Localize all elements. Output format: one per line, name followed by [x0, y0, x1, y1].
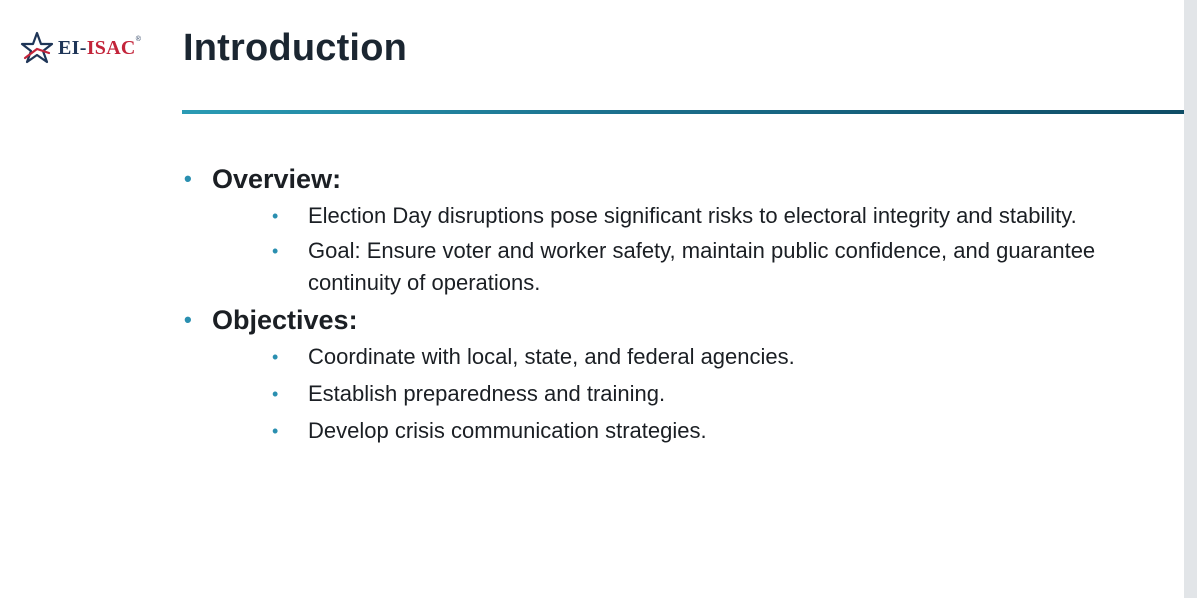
- page-title: Introduction: [183, 27, 408, 69]
- logo-ei: EI-: [58, 36, 87, 59]
- logo-wordmark: [58, 37, 136, 60]
- bullet-icon: •: [272, 206, 279, 226]
- content-list: [182, 162, 1132, 452]
- objectives-sublist: [212, 341, 1132, 447]
- list-item-text: Coordinate with local, state, and federal agencies.: [308, 344, 795, 369]
- list-item: [212, 200, 1132, 232]
- bullet-icon: •: [272, 347, 279, 367]
- list-item-text: Election Day disruptions pose significant risks to electoral integrity and stability.: [308, 203, 1077, 228]
- bullet-icon: •: [272, 384, 279, 404]
- list-item: [212, 235, 1132, 299]
- logo-isac: ISAC: [86, 36, 136, 59]
- star-icon: [20, 31, 54, 65]
- section-heading: Objectives:: [212, 305, 358, 335]
- window-edge: [1184, 0, 1197, 598]
- section-objectives: [182, 303, 1132, 447]
- section-overview: [182, 162, 1132, 299]
- overview-sublist: [212, 200, 1132, 299]
- list-item: [212, 378, 1132, 410]
- bullet-icon: •: [184, 307, 192, 332]
- ei-isac-logo: [20, 30, 141, 66]
- list-item-text: Goal: Ensure voter and worker safety, maintain public confidence, and guarantee continuity of operations.: [308, 238, 1096, 295]
- bullet-icon: •: [184, 166, 192, 191]
- bullet-icon: •: [272, 241, 279, 261]
- logo-trademark: ®: [135, 36, 141, 43]
- list-item-text: Develop crisis communication strategies.: [308, 418, 707, 443]
- list-item-text: Establish preparedness and training.: [308, 381, 666, 406]
- title-divider: [182, 110, 1184, 114]
- list-item: [212, 415, 1132, 447]
- list-item: [212, 341, 1132, 373]
- bullet-icon: •: [272, 421, 279, 441]
- section-heading: Overview:: [212, 164, 342, 194]
